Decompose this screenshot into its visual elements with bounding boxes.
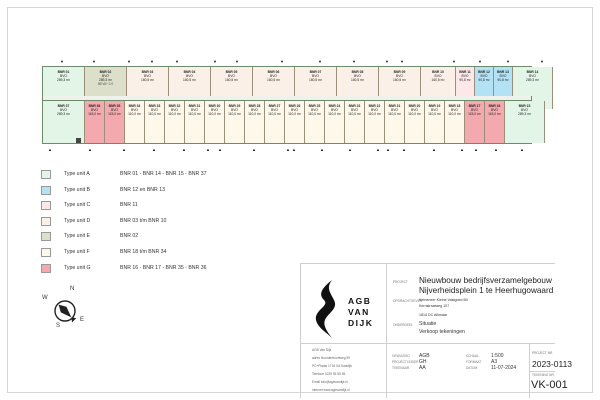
drawing-nr-label: TEKENING NR. [532, 373, 555, 377]
field-value: AA [419, 365, 426, 371]
unit-area-line: 289,3 m² [98, 78, 112, 82]
field-label: GEWIJZIGD [392, 354, 410, 358]
unit-area-line: 160,5 m² [224, 78, 238, 82]
legend-row [41, 186, 341, 195]
legend-unit-list: BNR 18 t/m BNR 34 [120, 249, 167, 255]
unit-area-line: BVO [371, 108, 378, 112]
unit-number: BNR 01 [57, 70, 70, 74]
unit-area-line: 160,5 m² [350, 78, 364, 82]
unit-number: BNR 21 [388, 104, 401, 108]
agb-van-dijk-logo [312, 280, 372, 342]
entrance-arrow-icon: ▲ [122, 147, 126, 152]
unit-number: BNR 05 [225, 70, 238, 74]
unit-south-bnr-26 [285, 101, 305, 143]
unit-south-bnr-35 [105, 101, 125, 143]
unit-area-line: 160,5 m² [308, 78, 322, 82]
entrance-arrow-icon: ▼ [280, 59, 284, 64]
unit-area-line: 115,0 m² [468, 112, 481, 116]
unit-number: BNR 29 [228, 104, 241, 108]
unit-south-bnr-19 [425, 101, 445, 143]
field-label: PROJECTLEIDER [392, 360, 419, 364]
unit-number: BNR 35 [108, 104, 121, 108]
entrance-arrow-icon: ▲ [432, 147, 436, 152]
field-value: AGB [419, 353, 430, 359]
drawing-part-label: ONDERDEEL [393, 323, 413, 327]
unit-area-line: BVO [228, 74, 235, 78]
entrance-arrow-icon: ▲ [402, 147, 406, 152]
entrance-arrow-icon: ▼ [400, 59, 404, 64]
entrance-arrow-icon: ▲ [460, 147, 464, 152]
legend-type-label: Type unit A [64, 171, 90, 177]
unit-area-line: BVO [270, 74, 277, 78]
compass-e-label: E [80, 317, 85, 323]
legend-row [41, 264, 341, 273]
unit-area-line: 289,3 m² [56, 78, 70, 82]
unit-area-line: BVO [411, 108, 418, 112]
unit-number: BNR 32 [168, 104, 181, 108]
legend-unit-list: BNR 12 en BNR 13 [120, 186, 165, 193]
unit-south-bnr-30 [205, 101, 225, 143]
unit-area-line: BVO [60, 74, 67, 78]
legend-row [41, 232, 341, 241]
entrance-arrow-icon: ▼ [213, 59, 217, 64]
entrance-arrow-icon: ▼ [318, 59, 322, 64]
entrance-arrow-icon: ▼ [92, 59, 96, 64]
field-label: TEKENAAR [392, 366, 410, 370]
unit-area-line: BVO [151, 108, 158, 112]
legend-unit-list: BNR 03 t/m BNR 10 [120, 217, 167, 224]
unit-south-bnr-21 [385, 101, 405, 143]
unit-area-line: 115,0 m² [108, 112, 121, 116]
logo-mark-icon [312, 280, 348, 338]
company-line: Email info@agbvandijk.nl [312, 380, 348, 384]
entrance-arrow-icon: ▲ [320, 147, 324, 152]
entrance-arrow-icon: ▼ [452, 59, 456, 64]
unit-area-line: BVO [186, 74, 193, 78]
unit-south-bnr-29 [225, 101, 245, 143]
unit-number: BNR 37 [57, 104, 70, 108]
entrance-arrow-icon: ▼ [235, 59, 239, 64]
unit-number: BNR 28 [248, 104, 261, 108]
unit-south-bnr-34 [125, 101, 145, 143]
unit-number: BNR 33 [148, 104, 161, 108]
unit-south-bnr-25 [305, 101, 325, 143]
entrance-arrow-icon: ▲ [88, 147, 92, 152]
legend-swatch [41, 186, 51, 195]
logo-word-3: DIJK [348, 318, 374, 328]
unit-area-line: BVO [271, 108, 278, 112]
field-value: A3 [491, 359, 498, 365]
unit-area-line: 160,5 m² [140, 78, 154, 82]
unit-area-line: BVO [311, 108, 318, 112]
titleblock-rule [386, 263, 387, 343]
unit-number: BNR 02 [99, 70, 112, 74]
unit-number: BNR 06 [267, 70, 280, 74]
field-value: GH [419, 359, 427, 365]
unit-area-line: 110,0 m² [148, 112, 161, 116]
unit-area-line: 110,0 m² [268, 112, 281, 116]
unit-area-line: BVO [251, 108, 258, 112]
legend-swatch [41, 170, 51, 179]
unit-area-line: BVO [144, 74, 151, 78]
unit-number: BNR 30 [208, 104, 221, 108]
entrance-arrow-icon: ▼ [540, 59, 544, 64]
field-label: FORMAAT [466, 360, 482, 364]
legend-swatch [41, 201, 51, 210]
legend-type-label: Type unit F [64, 249, 90, 255]
unit-area-line: BVO [351, 108, 358, 112]
unit-area-line: BVO [354, 74, 361, 78]
unit-area-line: 110,0 m² [128, 112, 141, 116]
field-label: DATUM [466, 366, 478, 370]
legend-type-label: Type unit E [64, 233, 90, 240]
unit-area-line: 110,0 m² [388, 112, 401, 116]
titleblock-rule [386, 343, 387, 398]
field-value: 11-07-2024 [491, 365, 517, 371]
entrance-arrow-icon: ▲ [182, 147, 186, 152]
drawing-number: VK-001 [531, 379, 568, 391]
entrance-arrow-icon: ▲ [376, 147, 380, 152]
unit-area-line: BVO [312, 74, 319, 78]
legend-row [41, 170, 341, 179]
unit-south-bnr-33 [145, 101, 165, 143]
unit-area-line: BVO [461, 74, 469, 78]
unit-south-bnr-18 [445, 101, 465, 143]
unit-south-bnr-22 [365, 101, 385, 143]
client-name: Kemeneer Kleine Vastgoed BV [419, 298, 469, 302]
entrance-arrow-icon: ▼ [385, 59, 389, 64]
drawing-part-2: Verkoop tekeningen [419, 329, 465, 335]
entrance-arrow-icon: ▼ [175, 59, 179, 64]
unit-number: BNR 27 [268, 104, 281, 108]
legend-row [41, 201, 341, 210]
entrance-arrow-icon: ▲ [494, 147, 498, 152]
unit-number: BNR 09 [393, 70, 406, 74]
legend-row [41, 217, 341, 226]
unit-area-line: 115,0 m² [88, 112, 101, 116]
unit-number: BNR 24 [328, 104, 341, 108]
unit-area-line: 115,0 m² [488, 112, 501, 116]
unit-area-line: BVO [471, 108, 478, 112]
company-line: Telefoon 0229 55 55 55 [312, 372, 346, 376]
unit-south-bnr-37 [43, 101, 85, 143]
unit-number: BNR 22 [368, 104, 381, 108]
unit-number: BNR 14 [526, 70, 539, 74]
unit-area-line: BEVA* 2.0 [97, 82, 114, 86]
company-line: adres Noorderbuurtweg 99 [312, 356, 350, 360]
titleblock-rule [529, 371, 555, 372]
field-label: SCHAAL [466, 354, 479, 358]
entrance-arrow-icon: ▼ [60, 59, 64, 64]
logo-word-1: AGB [348, 296, 372, 306]
entrance-arrow-icon: ▼ [127, 59, 131, 64]
compass-s-label: S [56, 323, 61, 329]
legend-unit-list: BNR 01 - BNR 14 - BNR 15 - BNR 37 [120, 171, 207, 177]
entrance-arrow-icon: ▲ [206, 147, 210, 152]
unit-south-bnr-31 [185, 101, 205, 143]
entrance-arrow-icon: ▲ [252, 147, 256, 152]
unit-area-line: 110,0 m² [428, 112, 441, 116]
unit-area-line: 110,0 m² [368, 112, 381, 116]
unit-south-bnr-24 [325, 101, 345, 143]
floor-plan [0, 0, 600, 165]
company-line: internet www.agbvandijk.nl [312, 388, 350, 392]
unit-area-line: 110,0 m² [328, 112, 341, 116]
unit-area-line: BVO [331, 108, 338, 112]
unit-number: BNR 03 [141, 70, 154, 74]
unit-area-line: 110,0 m² [348, 112, 361, 116]
unit-area-line: 289,3 m² [525, 78, 539, 82]
compass-icon [40, 287, 86, 333]
unit-area-line: 110,0 m² [208, 112, 221, 116]
legend-type-label: Type unit G [64, 264, 91, 271]
entrance-arrow-icon: ▲ [48, 147, 52, 152]
unit-number: BNR 11 [459, 70, 471, 74]
compass-w-label: W [42, 295, 48, 301]
titleblock-rule [300, 263, 301, 398]
unit-south-bnr-23 [345, 101, 365, 143]
unit-number: BNR 20 [408, 104, 421, 108]
unit-area-line: BVO [111, 108, 118, 112]
unit-area-line: BVO [451, 108, 458, 112]
drawing-part-1: Situatie [419, 321, 437, 327]
unit-area-line: BVO [434, 74, 442, 78]
unit-south-bnr-32 [165, 101, 185, 143]
unit-number: BNR 25 [308, 104, 321, 108]
entrance-arrow-icon: ▲ [152, 147, 156, 152]
legend-swatch [41, 264, 51, 273]
unit-number: BNR 10 [432, 70, 444, 74]
unit-number: BNR 07 [309, 70, 322, 74]
unit-area-line: BVO [480, 74, 488, 78]
unit-area-line: BVO [431, 108, 438, 112]
unit-number: BNR 31 [188, 104, 201, 108]
entrance-arrow-icon: ▲ [218, 147, 222, 152]
client-label: OPDRACHTGEVER [393, 299, 423, 303]
entrance-arrow-icon: ▼ [352, 59, 356, 64]
unit-area-line: 110,0 m² [188, 112, 201, 116]
unit-number: BNR 34 [128, 104, 141, 108]
project-label: PROJECT [393, 280, 408, 284]
unit-area-line: 110,0 m² [408, 112, 421, 116]
unit-number: BNR 17 [468, 104, 481, 108]
client-city: 1814 DC Alkmaar [419, 313, 448, 317]
legend-unit-list: BNR 16 - BNR 17 - BNR 35 - BNR 36 [120, 264, 207, 271]
entrance-arrow-icon: ▼ [506, 59, 510, 64]
units-row-south [42, 100, 532, 144]
unit-area-line: 289,3 m² [517, 112, 531, 116]
unit-number: BNR 26 [288, 104, 301, 108]
titleblock-rule [300, 343, 555, 344]
unit-area-line: 110,0 m² [308, 112, 321, 116]
company-line: AGB Van Dijk [312, 348, 332, 352]
project-title-line-2: Nijverheidsplein 1 te Heerhugowaard [419, 286, 554, 295]
unit-area-line: 110,0 m² [248, 112, 261, 116]
unit-area-line: 160,5 m² [431, 78, 445, 82]
entrance-arrow-icon: ▲ [348, 147, 352, 152]
unit-area-line: 110,0 m² [448, 112, 461, 116]
company-line: PC+Plaats 1716 XA Kwadijk [312, 364, 352, 368]
unit-area-line: BVO [231, 108, 238, 112]
unit-south-bnr-27 [265, 101, 285, 143]
entrance-arrow-icon: ▲ [520, 147, 524, 152]
unit-area-line: BVO [60, 108, 67, 112]
unit-south-bnr-36 [85, 101, 105, 143]
unit-area-line: BVO [102, 74, 109, 78]
unit-south-bnr-20 [405, 101, 425, 143]
legend-row [41, 248, 341, 257]
unit-number: BNR 18 [448, 104, 461, 108]
unit-south-bnr-28 [245, 101, 265, 143]
unit-area-line: 160,5 m² [392, 78, 406, 82]
legend-unit-list: BNR 11 [120, 202, 138, 209]
project-nr-label: PROJECT NR. [532, 351, 554, 355]
unit-number: BNR 16 [488, 104, 501, 108]
field-value: 1:500 [491, 353, 504, 359]
unit-area-line: BVO [499, 74, 507, 78]
legend-swatch [41, 217, 51, 226]
unit-number: BNR 36 [88, 104, 101, 108]
legend-swatch [41, 232, 51, 241]
project-title-line-1: Nieuwbouw bedrijfsverzamelgebouw [419, 276, 552, 285]
unit-area-line: BVO [521, 108, 528, 112]
north-arrow [40, 287, 86, 333]
entrance-arrow-icon: ▲ [386, 147, 390, 152]
entrance-arrow-icon: ▲ [286, 147, 290, 152]
unit-area-line: 110,0 m² [168, 112, 181, 116]
legend-unit-list: BNR 02 [120, 233, 139, 240]
unit-number: BNR 12 [478, 70, 490, 74]
unit-area-line: 110,0 m² [228, 112, 241, 116]
unit-area-line: BVO [171, 108, 178, 112]
compass-n-label: N [70, 286, 75, 292]
legend-type-label: Type unit C [64, 202, 91, 209]
entrance-arrow-icon: ▼ [150, 59, 154, 64]
unit-area-line: BVO [91, 108, 98, 112]
entrance-arrow-icon: ▲ [292, 147, 296, 152]
unit-area-line: 289,3 m² [56, 112, 70, 116]
unit-area-line: 160,5 m² [266, 78, 280, 82]
entrance-arrow-icon: ▲ [474, 147, 478, 152]
unit-area-line: BVO [191, 108, 198, 112]
unit-area-line: BVO [396, 74, 403, 78]
unit-area-line: 90,8 m² [459, 78, 471, 82]
unit-number: BNR 19 [428, 104, 441, 108]
unit-area-line: BVO [491, 108, 498, 112]
unit-area-line: BVO [529, 74, 536, 78]
unit-area-line: BVO [211, 108, 218, 112]
unit-number: BNR 04 [183, 70, 196, 74]
entrance-arrow-icon: ▼ [478, 59, 482, 64]
stairwell [76, 138, 81, 143]
legend-swatch [41, 248, 51, 257]
legend-type-label: Type unit D [64, 217, 91, 224]
unit-number: BNR 23 [348, 104, 361, 108]
unit-area-line: BVO [131, 108, 138, 112]
unit-south-bnr-16 [485, 101, 505, 143]
unit-area-line: 90,8 m² [478, 78, 490, 82]
unit-area-line: 110,0 m² [288, 112, 301, 116]
project-number: 2023-0113 [532, 359, 573, 369]
unit-area-line: BVO [391, 108, 398, 112]
unit-south-bnr-15 [505, 101, 545, 143]
unit-area-line: 90,8 m² [497, 78, 509, 82]
logo-word-2: VAN [348, 307, 370, 317]
unit-area-line: 160,5 m² [182, 78, 196, 82]
unit-number: BNR 08 [351, 70, 364, 74]
titleblock-rule [300, 263, 555, 264]
unit-number: BNR 15 [518, 104, 531, 108]
unit-area-line: BVO [291, 108, 298, 112]
client-street: Kernstraatweg 107 [419, 304, 450, 308]
unit-number: BNR 13 [497, 70, 509, 74]
unit-south-bnr-17 [465, 101, 485, 143]
legend-type-label: Type unit B [64, 186, 90, 193]
